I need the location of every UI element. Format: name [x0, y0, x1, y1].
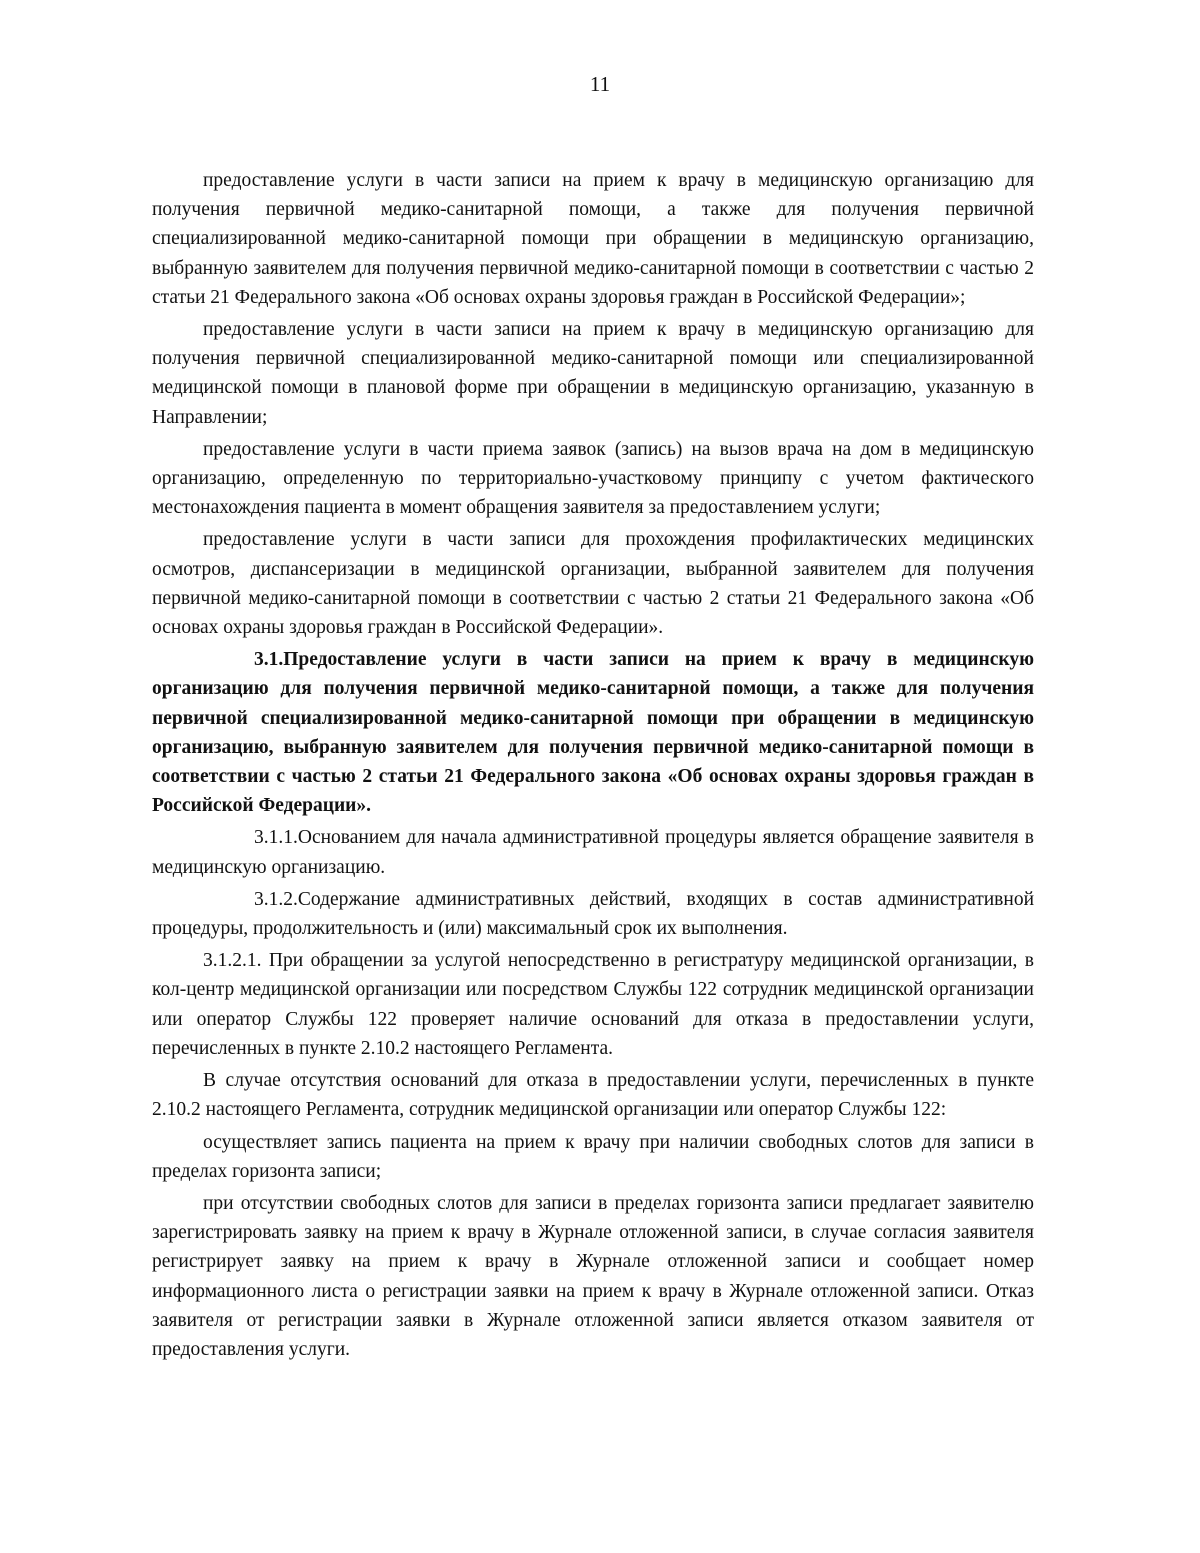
page-number: 11: [589, 72, 611, 96]
section-3-1-heading: [152, 645, 1034, 820]
section-3-1-1-text: Основанием для начала административной процедуры является обращение заявителя в медицинскую организацию.: [152, 827, 1034, 878]
paragraph-service-home-visit: предоставление услуги в части приема заявок (запись) на вызов врача на дом в медицинскую организацию, определенную по территориально-участковому принципу с учетом фактического местонахождения пациента в момент обращения заявителя за предоставлением услуги;: [152, 438, 1034, 519]
section-3-1-1-number: 3.1.1.: [254, 827, 298, 849]
section-3-1-2-number: 3.1.2.: [254, 888, 298, 910]
paragraph-service-preventive-exam: предоставление услуги в части записи для прохождения профилактических медицинских осмотров, диспансеризации в медицинской организации, выбранной заявителем для получения первичной медико-санитарной помощи в соответствии с частью 2 статьи 21 Федерального закона «Об основах охраны здоровья граждан в Российской Федерации».: [152, 529, 1034, 639]
document-body: [152, 166, 1034, 1364]
section-3-1-2-text: Содержание административных действий, входящих в состав административной процедуры, продолжительность и (или) максимальный срок их выполнения.: [152, 888, 1034, 940]
section-3-1-2-1-number: 3.1.2.1.: [203, 950, 262, 972]
section-3-1-text: Предоставление услуги в части записи на прием к врачу в медицинскую организацию для получения первичной медико-санитарной помощи, а также для получения первичной специализированной медико-санитарной помощи при обращении в медицинскую организацию, выбранную заявителем для получения первичной медико-санитарной помощи в соответствии с частью 2 статьи 21 Федерального закона «Об основах охраны здоровья граждан в Российской Федерации».: [152, 649, 1034, 817]
section-3-1-2-1: [152, 946, 1034, 1063]
section-3-1-2: [152, 885, 1034, 943]
section-3-1-2-1-text: При обращении за услугой непосредственно в регистратуру медицинской организации, в кол-центр медицинской организации или посредством Службы 122 сотрудник медицинской организации или оператор Службы 122 проверяет наличие оснований для отказа в предоставлении услуги, перечисленных в пункте 2.10.2 настоящего Регламента.: [152, 950, 1035, 1059]
paragraph-service-specialized-care: предоставление услуги в части записи на прием к врачу в медицинскую организацию для получения первичной специализированной медико-санитарной помощи или специализированной медицинской помощи в плановой форме при обращении в медицинскую организацию, указанную в Направлении;: [152, 319, 1034, 428]
paragraph-deferred-booking: при отсутствии свободных слотов для записи в пределах горизонта записи предлагает заявителю зарегистрировать заявку на прием к врачу в Журнале отложенной записи, в случае согласия заявителя регистрирует заявку на прием к врачу в Журнале отложенной записи и сообщает номер информационного листа о регистрации заявки на прием к врачу в Журнале отложенной записи. Отказ заявителя от регистрации заявки в Журнале отложенной записи является отказом заявителя от предоставления услуги.: [152, 1192, 1034, 1360]
paragraph-service-primary-care: предоставление услуги в части записи на прием к врачу в медицинскую организацию для получения первичной медико-санитарной помощи, а также для получения первичной специализированной медико-санитарной помощи при обращении в медицинскую организацию, выбранную заявителем для получения первичной медико-санитарной помощи в соответствии с частью 2 статьи 21 Федерального закона «Об основах охраны здоровья граждан в Российской Федерации»;: [152, 170, 1034, 308]
paragraph-no-refusal-grounds: В случае отсутствия оснований для отказа в предоставлении услуги, перечисленных в пункте 2.10.2 настоящего Регламента, сотрудник медицинской организации или оператор Службы 122:: [152, 1070, 1034, 1121]
section-3-1-number: 3.1.: [254, 649, 284, 671]
paragraph-appointment-booking: осуществляет запись пациента на прием к врачу при наличии свободных слотов для записи в пределах горизонта записи;: [152, 1131, 1034, 1182]
section-3-1-1: [152, 823, 1034, 881]
